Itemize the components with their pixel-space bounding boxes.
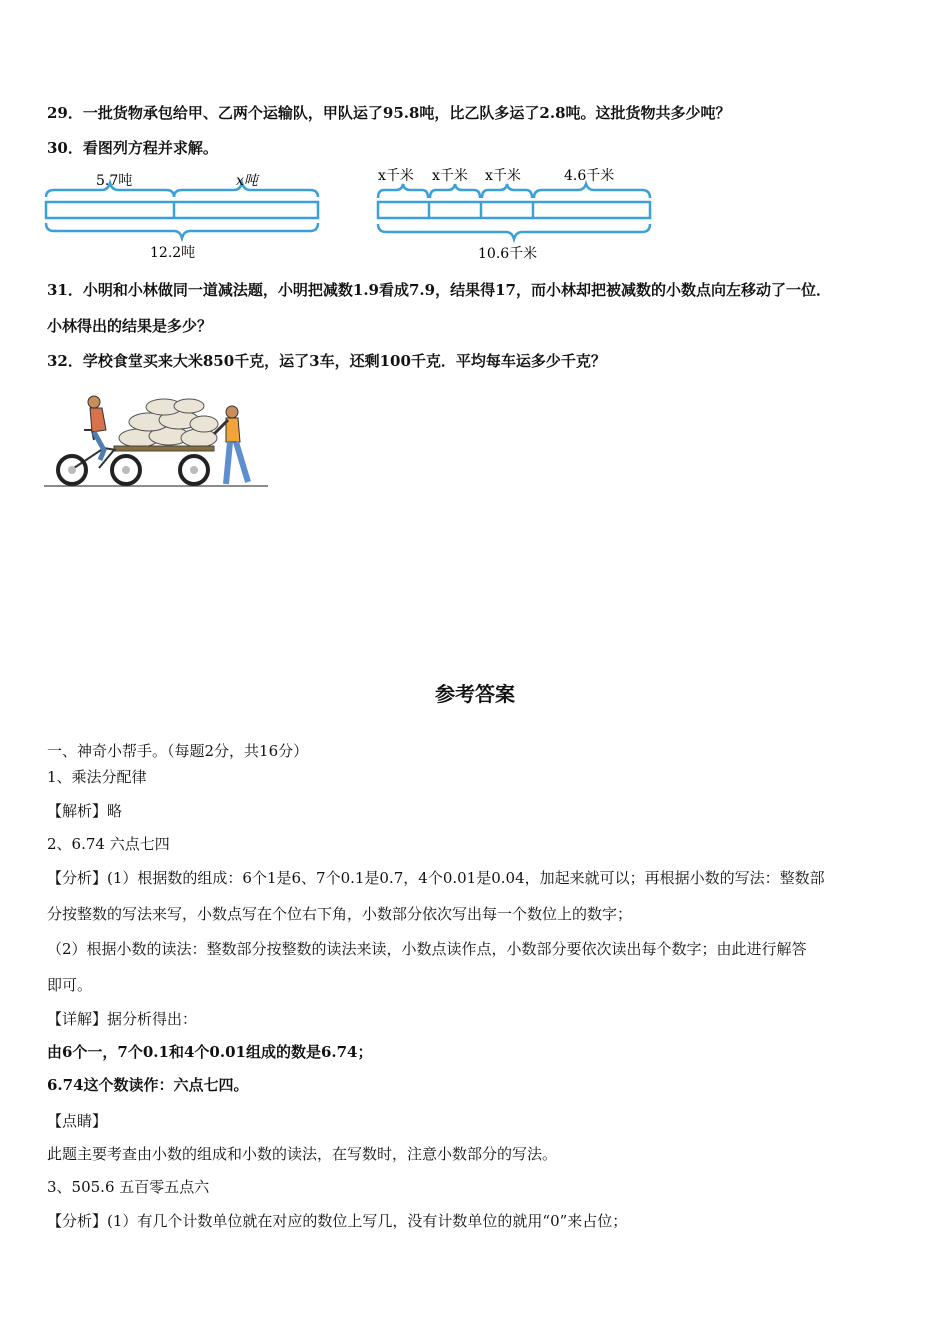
question-30: 30．看图列方程并求解。 [47,139,218,157]
answer-2-detail-line-2: 6.74这个数读作：六点七四。 [47,1076,249,1094]
label-5.7-tons: 5.7吨 [96,173,133,189]
label-4.6-km: 4.6千米 [564,168,615,184]
question-31-line1: 31．小明和小林做同一道减法题，小明把减数1.9看成7.9，结果得17，而小林却把被减数的小数点向左移动了一位． [47,281,831,299]
answer-2: 2、6.74 六点七四 [47,835,170,853]
answer-2-analysis-4: 即可。 [47,976,93,994]
label-10.6-km: 10.6千米 [478,246,538,262]
answer-3: 3、505.6 五百零五点六 [47,1178,210,1196]
answer-1: 1、乘法分配律 [47,768,147,786]
answer-2-detail-line-1: 由6个一，7个0.1和4个0.01组成的数是6.74； [47,1043,373,1061]
answer-2-dianjing: 【点睛】 [47,1112,108,1130]
answer-1-jiexi: 【解析】略 [47,802,123,820]
question-29: 29．一批货物承包给甲、乙两个运输队，甲队运了95.8吨，比乙队多运了2.8吨。这批货物共多少吨？ [47,104,731,122]
tricycle-illustration [44,390,270,490]
answers-title: 参考答案 [435,682,515,706]
answer-3-analysis: 【分析】(1）有几个计数单位就在对应的数位上写几，没有计数单位的就用“0”来占位； [47,1212,628,1230]
label-x-km-1: x千米 [378,168,414,184]
question-31-line2: 小林得出的结果是多少？ [47,317,213,335]
label-12.2-tons: 12.2吨 [150,245,196,261]
question-32: 32．学校食堂买来大米850千克，运了3车，还剩100千克．平均每车运多少千克？ [47,352,606,370]
answer-2-analysis-3: （2）根据小数的读法：整数部分按整数的读法来读，小数点读作点，小数部分要依次读出每个数字；由此进行解答 [47,940,807,958]
answer-2-analysis-1: 【分析】(1）根据数的组成：6个1是6、7个0.1是0.7，4个0.01是0.04，加起来就可以；再根据小数的写法：整数部 [47,869,825,887]
label-x-km-2: x千米 [432,168,468,184]
diagram-km [372,160,662,270]
answer-2-detail: 【详解】据分析得出： [47,1010,198,1028]
label-x-tons: x吨 [236,173,258,189]
label-x-km-3: x千米 [485,168,521,184]
answers-section-1: 一、神奇小帮手。（每题2分，共16分） [47,742,309,760]
answer-2-analysis-2: 分按整数的写法来写，小数点写在个位右下角，小数部分依次写出每一个数位上的数字； [47,905,633,923]
diagram-tons [40,165,330,265]
answer-2-dianjing-text: 此题主要考查由小数的组成和小数的读法，在写数时，注意小数部分的写法。 [47,1145,558,1163]
